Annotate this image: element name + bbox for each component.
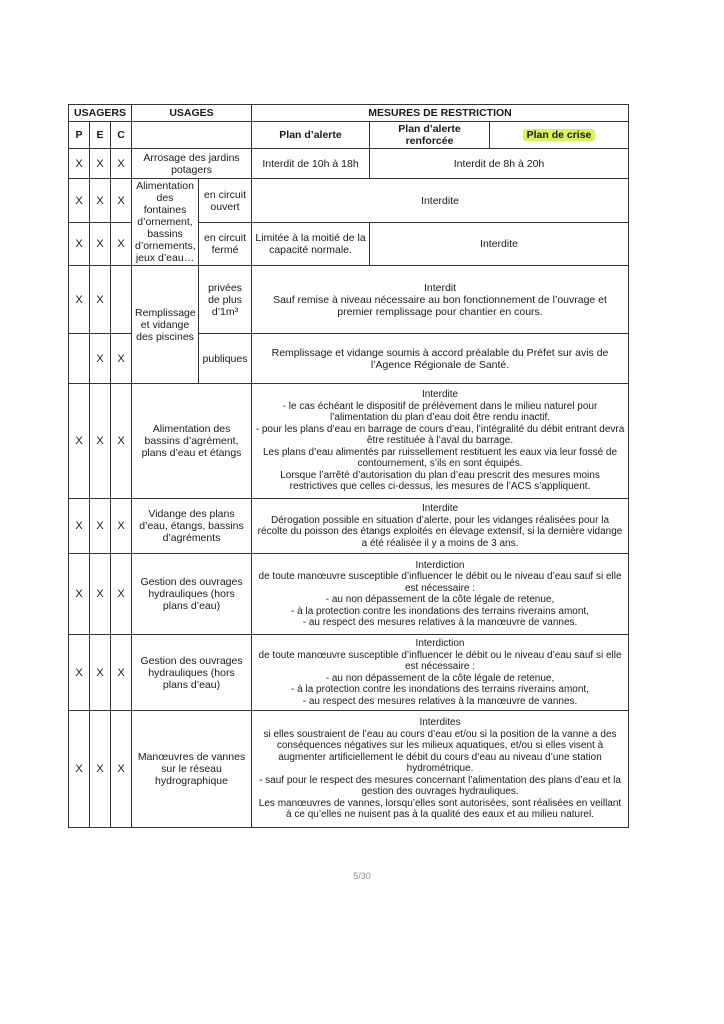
bassins-line2: - pour les plans d’eau en barrage de cours d’eau, l’intégralité du débit entrant devra être restituée à l’aval du barrage. — [255, 423, 625, 447]
mark-c: X — [111, 179, 132, 223]
bassins-title: Interdite — [421, 389, 459, 401]
header-plan-crise — [490, 122, 629, 149]
mark-e: X — [90, 554, 111, 635]
bassins-line1: - le cas échéant le dispositif de prélèvement dans le milieu naturel pour l’alimentation du plan d’eau doit être rendu inactif. — [282, 400, 598, 424]
arrosage-alerte: Interdit de 10h à 18h — [252, 149, 370, 179]
mark-c: X — [111, 499, 132, 554]
vidange-measure — [252, 499, 629, 554]
mark-c: X — [111, 334, 132, 384]
piscines-privees-measure — [252, 266, 629, 334]
mark-p: X — [69, 149, 90, 179]
gestion-1-line4: - au respect des mesures relatives à la manœuvre de vannes. — [302, 617, 578, 628]
fontaines-circuit-ouvert: en circuit ouvert — [199, 179, 252, 223]
gestion-2-title: Interdiction — [415, 638, 465, 649]
vannes-measure — [252, 711, 629, 828]
mark-e: X — [90, 499, 111, 554]
mark-e: X — [90, 711, 111, 828]
header-p: P — [69, 122, 90, 149]
mark-p: X — [69, 635, 90, 711]
fontaines-ferme-rest: Interdite — [370, 223, 629, 266]
gestion-1-line3: - à la protection contre les inondations des terrains riverains amont, — [291, 605, 589, 617]
fontaines-ouvert-measure: Interdite — [252, 179, 629, 223]
mark-p: X — [69, 499, 90, 554]
usage-vidange: Vidange des plans d’eau, étangs, bassins d’agréments — [132, 499, 252, 554]
usage-piscines: Remplissage et vidange des piscines — [132, 266, 199, 384]
mark-e: X — [90, 334, 111, 384]
mark-c: X — [111, 223, 132, 266]
gestion-2-line1: de toute manœuvre susceptible d’influencer le débit ou le niveau d’eau sauf si elle est nécessaire : — [258, 649, 622, 672]
header-usagers: USAGERS — [69, 105, 132, 122]
usage-bassins: Alimentation des bassins d’agrément, plans d’eau et étangs — [132, 384, 252, 499]
vidange-text: Dérogation possible en situation d’alerte, pour les vidanges réalisées pour la récolte du poisson des étangs exploités en élevage extensif, si la dernière vidange a été réalisée il y a moins de 3 ans. — [257, 514, 623, 549]
mark-e: X — [90, 149, 111, 179]
mark-c: X — [111, 635, 132, 711]
mark-e: X — [90, 179, 111, 223]
gestion-2-measure — [252, 635, 629, 711]
header-plan-alerte-renforcee: Plan d’alerte renforcée — [370, 122, 490, 149]
gestion-1-line1: de toute manœuvre susceptible d’influencer le débit ou le niveau d’eau sauf si elle est nécessaire : — [258, 571, 622, 594]
header-mesures: MESURES DE RESTRICTION — [252, 105, 629, 122]
vannes-line1: si elles soustraient de l’eau au cours d’eau et/ou si la position de la vanne a des conséquences négatives sur les milieux aquatiques, et/ou si elles visent à augmenter artificiellement le débit du cours d’eau au niveau d’une station hydrométrique. — [263, 728, 617, 775]
vannes-line2: - sauf pour le respect des mesures concernant l’alimentation des plans d’eau et la gestion des ouvrages hydrauliques. — [259, 774, 621, 798]
bassins-line4: Lorsque l’arrêté d’autorisation du plan d’eau prescrit des mesures moins restrictives que celles ci-dessus, les mesures de l’ACS s’appliquent. — [280, 469, 600, 493]
mark-p: X — [69, 554, 90, 635]
mark-p: X — [69, 384, 90, 499]
restriction-table — [68, 104, 629, 828]
mark-p: X — [69, 711, 90, 828]
vannes-line3: Les manœuvres de vannes, lorsqu’elles sont autorisées, sont réalisées en veillant à ce qu’elles ne nuisent pas à la qualité des eaux et au milieu naturel. — [258, 797, 622, 821]
piscines-publiques-measure: Remplissage et vidange soumis à accord préalable du Préfet sur avis de l’Agence Régionale de Santé. — [252, 334, 629, 384]
mark-p: X — [69, 266, 90, 334]
bassins-line3: Les plans d’eau alimentés par ruissellement restituent les eaux via leur fossé de contournement, s’ils en sont équipés. — [262, 446, 618, 470]
mark-p: X — [69, 223, 90, 266]
mark-c: X — [111, 384, 132, 499]
piscines-publiques: publiques — [199, 334, 252, 384]
gestion-1-line2: - au non dépassement de la côte légale de retenue, — [325, 594, 555, 605]
fontaines-ferme-alerte: Limitée à la moitié de la capacité normale. — [252, 223, 370, 266]
mark-e: X — [90, 384, 111, 499]
gestion-2-line3: - à la protection contre les inondations des terrains riverains amont, — [291, 684, 589, 695]
usage-gestion-2: Gestion des ouvrages hydrauliques (hors plans d’eau) — [132, 635, 252, 711]
gestion-1-title: Interdiction — [415, 559, 465, 571]
usage-arrosage: Arrosage des jardins potagers — [132, 149, 252, 179]
mark-e: X — [90, 223, 111, 266]
vannes-title: Interdites — [419, 717, 461, 729]
mark-empty — [69, 334, 90, 384]
gestion-1-measure — [252, 554, 629, 635]
usage-fontaines: Alimentation des fontaines d’ornement, bassins d’ornements, jeux d’eau… — [132, 179, 199, 266]
piscines-privees-text: Sauf remise à niveau nécessaire au bon fonctionnement de l’ouvrage et premier remplissage pour chantier en cours. — [273, 293, 607, 318]
arrosage-renforcee-crise: Interdit de 8h à 20h — [370, 149, 629, 179]
header-e: E — [90, 122, 111, 149]
mark-c: X — [111, 711, 132, 828]
header-plan-alerte: Plan d’alerte — [252, 122, 370, 149]
header-c: C — [111, 122, 132, 149]
bassins-measure — [252, 384, 629, 499]
piscines-privees-title: Interdit — [423, 281, 457, 294]
mark-c: X — [111, 149, 132, 179]
gestion-2-line2: - au non dépassement de la côte légale de retenue, — [325, 672, 555, 684]
gestion-2-line4: - au respect des mesures relatives à la manœuvre de vannes. — [302, 695, 578, 707]
usage-gestion-1: Gestion des ouvrages hydrauliques (hors plans d’eau) — [132, 554, 252, 635]
mark-c: X — [111, 554, 132, 635]
usage-vannes: Manœuvres de vannes sur le réseau hydrographique — [132, 711, 252, 828]
mark-e: X — [90, 635, 111, 711]
mark-p: X — [69, 179, 90, 223]
fontaines-circuit-ferme: en circuit fermé — [199, 223, 252, 266]
plan-crise-highlight: Plan de crise — [523, 129, 596, 141]
header-usages-blank — [132, 122, 252, 149]
mark-e: X — [90, 266, 111, 334]
mark-empty — [111, 266, 132, 334]
piscines-privees: privées de plus d’1m³ — [199, 266, 252, 334]
page-number: 5/30 — [353, 871, 371, 881]
vidange-title: Interdite — [421, 503, 459, 514]
header-usages: USAGES — [132, 105, 252, 122]
